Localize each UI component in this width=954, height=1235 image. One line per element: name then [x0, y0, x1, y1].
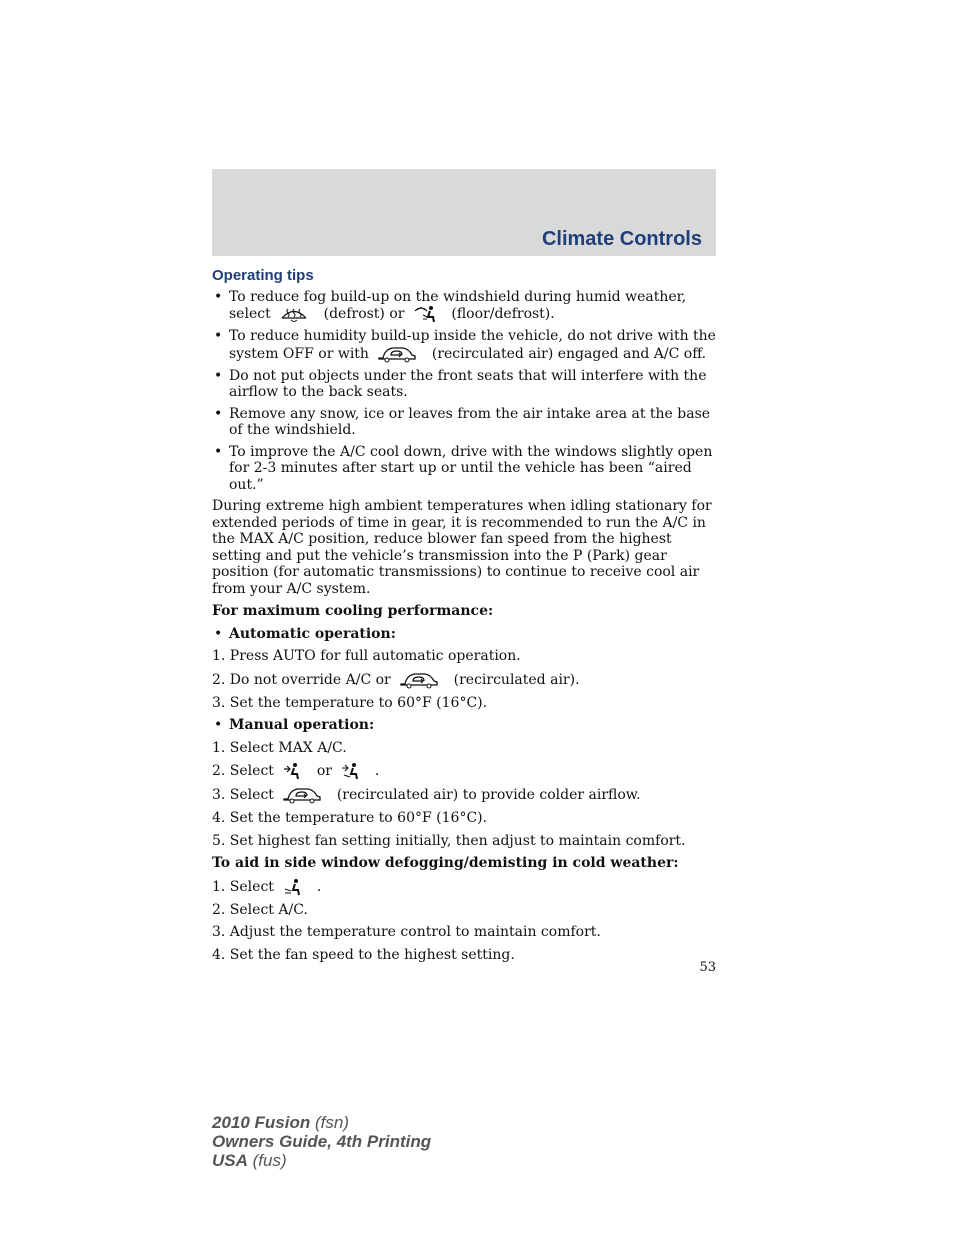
tip-text: (floor/defrost).: [451, 306, 555, 322]
auto-step-3: 3. Set the temperature to 60°F (16°C).: [212, 694, 488, 711]
automatic-operation-heading: • Automatic operation:: [212, 626, 717, 643]
footer-model-code: (fsn): [315, 1113, 349, 1132]
tips-list: [212, 289, 717, 494]
footer-market: USA: [212, 1151, 248, 1170]
floor-icon: [282, 878, 302, 896]
max-cooling-heading: For maximum cooling performance:: [212, 603, 494, 619]
auto-step-1: 1. Press AUTO for full automatic operation.: [212, 648, 521, 664]
floor-defrost-icon: [413, 305, 437, 323]
footer-model: 2010 Fusion: [212, 1113, 311, 1132]
tip-text: To reduce fog build-up on the windshield during humid weather, select: [229, 288, 687, 322]
page-content: [212, 268, 717, 969]
manual-operation-heading: • Manual operation:: [212, 717, 717, 734]
step-text: (recirculated air).: [453, 671, 580, 688]
manual-step-3: [212, 786, 717, 804]
auto-step-2: [212, 671, 717, 689]
defog-step-2: 2. Select A/C.: [212, 901, 308, 918]
tip-text: (defrost) or: [323, 306, 405, 322]
defog-step-1: [212, 878, 717, 896]
step-text: 1. Select: [212, 878, 274, 895]
footer-line-2: [212, 1132, 431, 1151]
recirculated-air-icon: [282, 786, 322, 804]
defog-heading: To aid in side window defogging/demisting in cold weather:: [212, 855, 679, 871]
footer-market-code: (fus): [252, 1151, 287, 1170]
footer-guide: Owners Guide, 4th Printing: [212, 1132, 432, 1151]
manual-step-2: [212, 762, 717, 780]
document-footer: [212, 1113, 431, 1170]
list-item: • Do not put objects under the front seats that will interfere with the airflow to the back seats.: [212, 368, 717, 401]
high-temp-paragraph: During extreme high ambient temperatures when idling stationary for extended periods of time in gear, it is recommended to run the A/C in the MAX A/C position, reduce blower fan speed from the highest setting and put the vehicle’s transmission into the P (Park) gear position (for automatic transmissions) to continue to receive cool air from your A/C system.: [212, 498, 712, 597]
step-text: 2. Do not override A/C or: [212, 671, 391, 688]
page-number: 53: [699, 960, 716, 975]
defog-step-4: 4. Set the fan speed to the highest setting.: [212, 946, 515, 963]
panel-floor-icon: [340, 762, 360, 780]
defrost-icon: [279, 306, 309, 322]
step-text: 2. Select: [212, 763, 274, 779]
list-item: • To improve the A/C cool down, drive with the windows slightly open for 2-3 minutes after start up or until the vehicle has been “aired out.”: [212, 444, 717, 494]
step-text: (recirculated air) to provide colder airflow.: [336, 787, 641, 803]
tip-text: To reduce humidity build-up inside the vehicle, do not drive with the system OFF or with: [229, 328, 716, 362]
step-text: 3. Select: [212, 787, 274, 803]
manual-step-5: 5. Set highest fan setting initially, then adjust to maintain comfort.: [212, 832, 686, 849]
operating-tips-heading: Operating tips: [212, 267, 314, 284]
panel-vent-icon: [282, 762, 302, 780]
step-text: .: [316, 878, 322, 895]
section-header-band: [212, 169, 716, 256]
footer-line-3: [212, 1151, 431, 1170]
recirculated-air-icon: [377, 345, 417, 363]
step-text: .: [374, 763, 380, 779]
footer-line-1: [212, 1113, 431, 1132]
list-item: • Remove any snow, ice or leaves from the air intake area at the base of the windshield.: [212, 406, 717, 439]
section-title: Climate Controls: [541, 228, 702, 250]
recirculated-air-icon: [399, 671, 439, 689]
manual-step-1: 1. Select MAX A/C.: [212, 739, 347, 756]
tip-text: (recirculated air) engaged and A/C off.: [431, 345, 707, 362]
manual-step-4: 4. Set the temperature to 60°F (16°C).: [212, 810, 488, 826]
defog-step-3: 3. Adjust the temperature control to maintain comfort.: [212, 924, 601, 940]
list-item: [212, 289, 717, 324]
list-item: [212, 328, 717, 363]
step-text: or: [316, 763, 332, 779]
